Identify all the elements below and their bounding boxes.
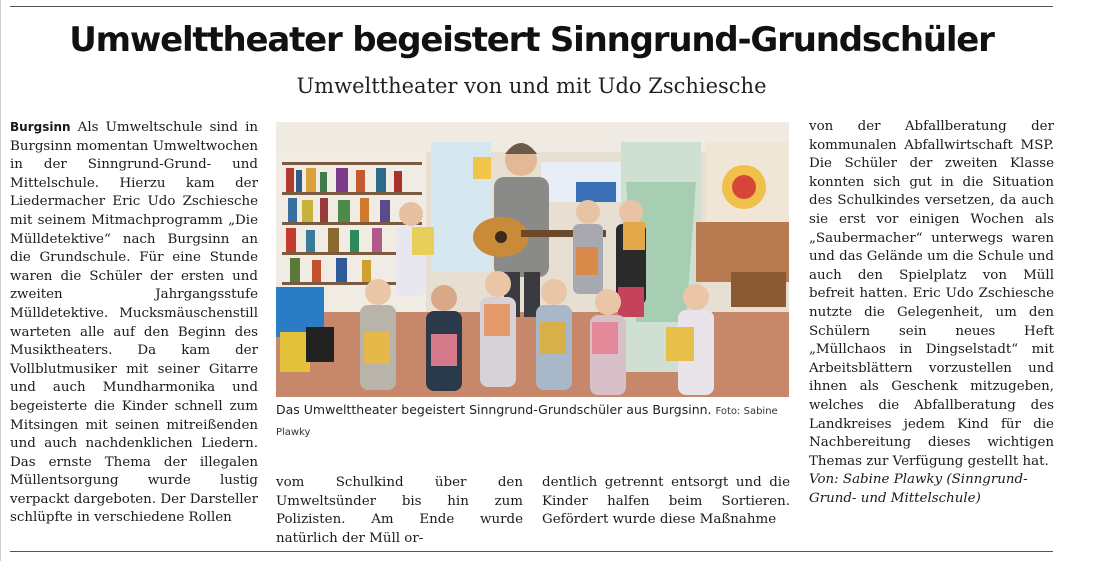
article-column-1 xyxy=(10,118,258,528)
author-line: Von: Sabine Plawky (Sinngrund-Grund- und Mittelschule) xyxy=(809,472,1028,506)
column-3-text: dentlich getrennt entsorgt und die Kinder halfen beim Sortieren. Gefördert wurde diese Maßnahme xyxy=(542,475,790,528)
article-column-2 xyxy=(276,474,523,548)
photo-illustration xyxy=(276,122,789,397)
article-column-4 xyxy=(809,118,1054,508)
photo-credit: Foto: Sabine Plawky xyxy=(276,406,778,438)
column-2-text: vom Schulkind über den Umweltsünder bis hin zum Polizisten. Am Ende wurde natürlich der Müll or- xyxy=(276,475,523,546)
column-4-text: von der Abfallberatung der kommunalen Abfallwirtschaft MSP. Die Schüler der zweiten Klasse konnten sich gut in die Situation des Schulkindes versetzen, da auch sie erst vor einigen Wochen als „Saubermacher“ unterwegs waren und das Gelände um die Schule und auch den Spielplatz von Müll befreit hatten. Eric Udo Zschiesche nutzte die Gelegenheit, um den Schülern sein neues Heft „Müllchaos in Dingselstadt“ mit Arbeitsblättern vorzustellen und ihnen als Geschenk mitzugeben, welches die Abfallberatung des Landkreises jedem Kind für die Nachbereitung dieses wichtigen Themas zur Verfügung gestellt hat. xyxy=(809,119,1054,469)
headline: Umwelttheater begeistert Sinngrund-Grundschüler xyxy=(69,20,994,60)
article-photo xyxy=(276,122,789,397)
bottom-rule xyxy=(10,551,1053,552)
article-column-3 xyxy=(542,474,790,530)
subheadline: Umwelttheater von und mit Udo Zschiesche xyxy=(296,74,767,98)
dateline: Burgsinn xyxy=(10,120,71,134)
caption-text: Das Umwelttheater begeistert Sinngrund-Grundschüler aus Burgsinn. xyxy=(276,402,712,417)
photo-caption xyxy=(276,400,790,442)
column-1-text: Als Umweltschule sind in Burgsinn momentan Umweltwochen in der Sinngrund-Grund- und Mittelschule. Hierzu kam der Liedermacher Eric Udo Zschiesche mit seinem Mitmachprogramm „Die Mülldetektive“ nach Burgsinn an die Grundschule. Für eine Stunde waren die Schüler der ersten und zweiten Jahrgangsstufe Mülldetektive. Mucksmäuschenstill warteten alle auf den Beginn des Musiktheaters. Da kam der Vollblutmusiker mit seiner Gitarre und auch Mundharmonika und begeisterte die Kinder schnell zum Mitsingen mit seinen mitreißenden und auch nachdenklichen Liedern. Das ernste Thema der illegalen Müllentsorgung wurde lustig verpackt dargeboten. Der Darsteller schlüpfte in verschiedene Rollen xyxy=(10,120,258,526)
top-rule xyxy=(10,6,1053,7)
